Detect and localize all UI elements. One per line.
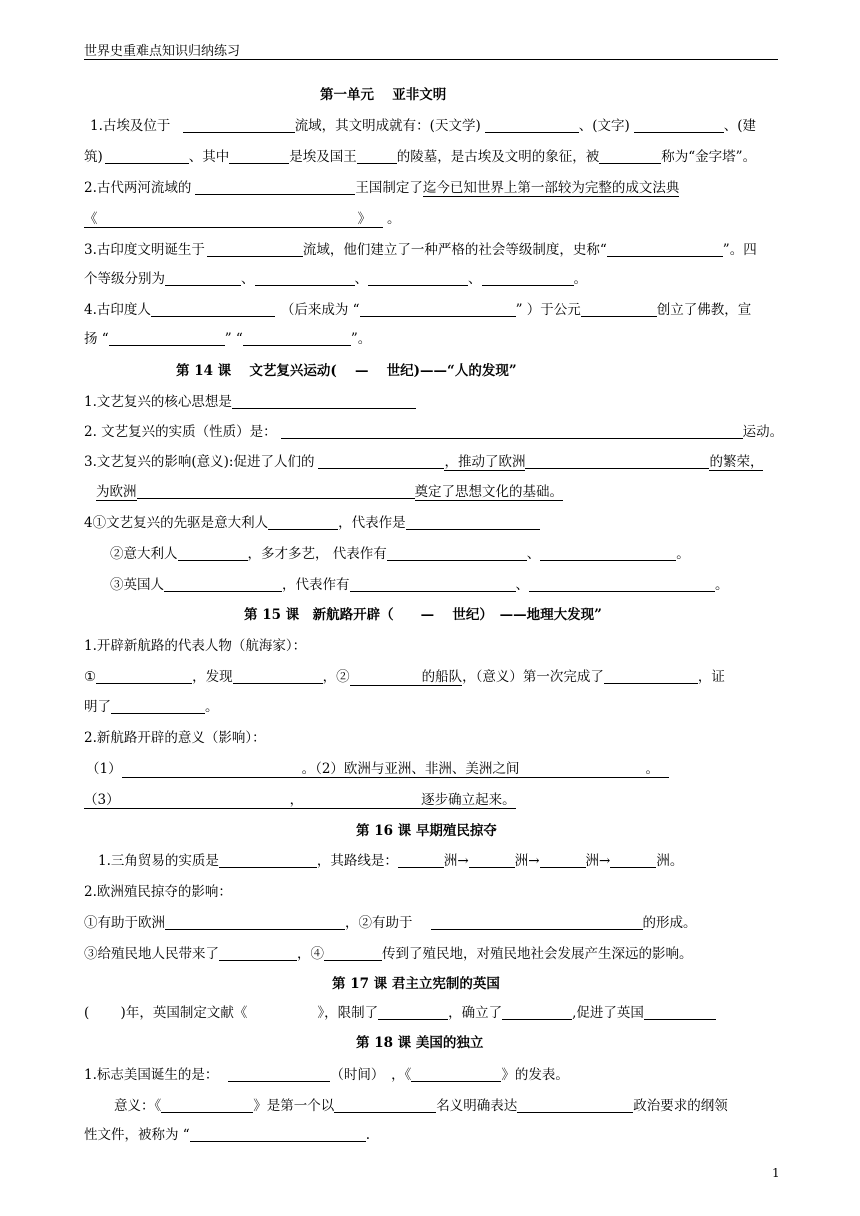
blank[interactable] — [411, 1067, 501, 1082]
blank[interactable] — [357, 149, 397, 164]
blank[interactable] — [431, 915, 643, 930]
text: 、 — [241, 271, 255, 287]
unit1-q2-line2 — [84, 210, 401, 228]
text: 运动。 — [742, 424, 784, 440]
text: （3） — [84, 792, 120, 808]
text: 政治要求的纲领 — [633, 1098, 728, 1114]
text: 传到了殖民地，对殖民地社会发展产生深远的影响。 — [382, 946, 693, 962]
blank[interactable] — [581, 302, 657, 317]
text: 扬 “ — [84, 331, 109, 347]
text: ” “ — [224, 331, 243, 347]
text: ”。 — [350, 331, 372, 347]
blank[interactable] — [485, 118, 579, 133]
text: ，多才多艺， 代表作有 — [247, 546, 387, 562]
underlined-text: 迄今已知世界上第一部较为完整的成文法典 — [422, 180, 680, 196]
lesson14-q4-line1 — [84, 514, 540, 532]
blank[interactable] — [164, 577, 282, 592]
text: 王国制定了 — [355, 180, 423, 196]
blank[interactable] — [151, 302, 275, 317]
lesson14-q3-line1 — [84, 453, 763, 471]
text: 《 — [84, 211, 98, 227]
underlined-blank[interactable] — [122, 761, 669, 778]
text: 1.古埃及位于 — [90, 118, 171, 134]
blank[interactable] — [165, 271, 241, 286]
text: 3.古印度文明诞生于 — [84, 242, 205, 258]
text: ，② — [322, 669, 350, 685]
text: 、 — [526, 546, 541, 562]
underlined-blank[interactable] — [84, 792, 516, 809]
blank[interactable] — [268, 515, 338, 530]
text: 称为“金字塔”。 — [661, 149, 757, 165]
lesson15-q1-line2 — [84, 698, 219, 716]
text: . — [365, 1127, 370, 1143]
text: ，发现 — [192, 669, 233, 685]
text: 洲→ — [585, 853, 611, 869]
blank[interactable] — [207, 242, 303, 257]
blank[interactable] — [360, 302, 516, 317]
text: 创立了佛教，宣 — [656, 302, 752, 318]
blank[interactable] — [540, 853, 586, 868]
lesson14-title: 第 14 课 文艺复兴运动( — 世纪)——“人的发现” — [176, 363, 517, 379]
blank[interactable] — [229, 149, 289, 164]
blank[interactable] — [368, 271, 468, 286]
unit1-q4-line2 — [84, 330, 371, 348]
text: ②意大利人 — [110, 546, 178, 562]
text: 意义：《 — [114, 1098, 162, 1114]
blank[interactable] — [318, 454, 444, 469]
text: ， — [289, 792, 304, 808]
blank[interactable] — [378, 1005, 448, 1020]
unit1-title: 第一单元 亚非文明 — [320, 87, 447, 103]
text: 1.三角贸易的实质是 — [98, 853, 219, 869]
text: 、 — [515, 577, 529, 593]
blank[interactable] — [502, 1005, 572, 1020]
text: （后来成为 “ — [280, 302, 360, 318]
text: 》，限制了 — [317, 1005, 379, 1021]
blank[interactable] — [469, 853, 515, 868]
header-rule — [84, 59, 778, 60]
lesson16-q2-line2 — [84, 945, 693, 963]
lesson14-q1 — [84, 393, 416, 411]
unit1-q4-line1 — [84, 301, 751, 319]
lesson16-q1 — [98, 852, 683, 870]
text: 洲。 — [656, 853, 684, 869]
text: 明了 — [84, 699, 111, 715]
text: 。 — [715, 577, 729, 593]
blank[interactable] — [219, 946, 297, 961]
lesson16-q2-line1 — [84, 914, 697, 932]
blank[interactable] — [96, 669, 192, 684]
blank[interactable] — [644, 1005, 716, 1020]
text: 2.古代两河流域的 — [84, 180, 192, 196]
blank[interactable] — [243, 331, 351, 346]
blank[interactable] — [219, 853, 317, 868]
text: 》的发表。 — [501, 1067, 569, 1083]
text: （时间） ，《 — [330, 1067, 412, 1083]
lesson18-q2-line2 — [84, 1126, 370, 1144]
blank[interactable] — [398, 853, 444, 868]
blank[interactable] — [525, 454, 709, 469]
blank[interactable] — [195, 180, 355, 195]
lesson14-q4-line3 — [110, 576, 729, 594]
text: 。 — [645, 761, 659, 777]
lesson18-title: 第 18 课 美国的独立 — [356, 1035, 484, 1051]
text: 是埃及国王 — [289, 149, 357, 165]
lesson15-q1: 1.开辟新航路的代表人物（航海家）： — [84, 638, 307, 654]
text: ，代表作是 — [338, 515, 406, 531]
text: 、(文字) — [578, 118, 630, 134]
running-header: 世界史重难点知识归纳练习 — [84, 44, 241, 59]
blank[interactable] — [482, 271, 574, 286]
text: ，代表作有 — [282, 577, 350, 593]
lesson16-q2: 2.欧洲殖民掠夺的影响： — [84, 884, 232, 900]
unit1-q1-line2 — [84, 148, 756, 166]
text: 的陵墓，是古埃及文明的象征，被 — [396, 149, 600, 165]
page-number: 1 — [772, 1166, 780, 1180]
text: ，确立了 — [448, 1005, 503, 1021]
text: 。 — [676, 546, 690, 562]
text: 名义明确表达 — [436, 1098, 518, 1114]
text: 》是第一个以 — [253, 1098, 335, 1114]
blank[interactable] — [324, 946, 382, 961]
blank[interactable] — [604, 669, 698, 684]
blank[interactable] — [109, 331, 225, 346]
blank[interactable] — [183, 118, 295, 133]
blank[interactable] — [334, 1098, 436, 1113]
blank[interactable] — [607, 242, 723, 257]
text: 》 — [357, 211, 371, 227]
unit1-q2-line1 — [84, 179, 679, 197]
lesson17-title: 第 17 课 君主立宪制的英国 — [332, 976, 500, 992]
text: ③给殖民地人民带来了 — [84, 946, 219, 962]
unit1-q3-line2 — [84, 270, 587, 288]
text: ，（意义）第一次完成了 — [462, 669, 604, 685]
text: 。 — [205, 699, 219, 715]
blank[interactable] — [232, 394, 416, 409]
text: 、 — [468, 271, 482, 287]
text: ①有助于欧洲 — [84, 915, 165, 931]
blank[interactable] — [111, 699, 205, 714]
lesson18-q2-line1 — [114, 1097, 728, 1115]
text: 3.文艺复兴的影响(意义):促进了人们的 — [84, 454, 315, 470]
blank[interactable] — [105, 149, 189, 164]
text: ( )年，英国制定文献《 — [84, 1005, 248, 1021]
text: 4①文艺复兴的先驱是意大利人 — [84, 515, 269, 531]
blank[interactable] — [165, 915, 345, 930]
lesson15-q2-line1 — [86, 760, 669, 778]
text: ,促进了英国 — [572, 1005, 644, 1021]
text: 洲→ — [443, 853, 469, 869]
blank[interactable] — [529, 577, 715, 592]
text: ③英国人 — [110, 577, 164, 593]
text: ，④ — [297, 946, 324, 962]
text: 2. 文艺复兴的实质（性质）是： — [84, 424, 277, 440]
underlined-text: 的繁荣， — [709, 454, 764, 470]
lesson15-q2-line2 — [84, 791, 516, 809]
text: ，证 — [697, 669, 725, 685]
text: （1） — [86, 761, 122, 777]
text: 、其中 — [188, 149, 230, 165]
text: ” ）于公元 — [515, 302, 581, 318]
lesson14-q3-line2 — [96, 483, 563, 501]
text: 。 — [573, 271, 587, 287]
blank[interactable] — [517, 1098, 633, 1113]
blank[interactable] — [540, 546, 676, 561]
underlined-text: ，推动了欧洲 — [444, 454, 526, 470]
text: 。（2）欧洲与亚洲、非洲、美洲之间 — [301, 761, 520, 777]
blank[interactable] — [610, 853, 656, 868]
text: 1.文艺复兴的核心思想是 — [84, 394, 232, 410]
text: ，其路线是： — [316, 853, 398, 869]
blank[interactable] — [178, 546, 248, 561]
lesson16-title: 第 16 课 早期殖民掠夺 — [356, 823, 497, 839]
text: 流域，他们建立了一种严格的社会等级制度，史称“ — [302, 242, 607, 258]
lesson15-title: 第 15 课 新航路开辟（ — 世纪） ——地理大发现” — [244, 607, 602, 623]
blank[interactable] — [137, 484, 415, 499]
blank[interactable] — [281, 424, 743, 439]
lesson14-q2 — [84, 423, 783, 441]
text: 的船队 — [421, 669, 463, 685]
blank[interactable] — [190, 1127, 366, 1142]
lesson15-q1-line1 — [84, 668, 725, 686]
lesson15-q2: 2.新航路开辟的意义（影响）： — [84, 730, 266, 746]
text: ，②有助于 — [345, 915, 413, 931]
text: ”。四 — [722, 242, 757, 258]
text: 。 — [387, 211, 401, 227]
underlined-bracket — [84, 211, 383, 228]
blank[interactable] — [228, 1067, 330, 1082]
underlined-text: 为欧洲 — [96, 484, 137, 500]
text: 4.古印度人 — [84, 302, 151, 318]
text: 逐步确立起来。 — [421, 792, 516, 808]
underlined-text: 奠定了思想文化的基础。 — [414, 484, 563, 500]
text: 个等级分别为 — [84, 271, 165, 287]
text: 1.标志美国诞生的是： — [84, 1067, 219, 1083]
blank[interactable] — [406, 515, 540, 530]
text: 、 — [354, 271, 368, 287]
blank[interactable] — [599, 149, 661, 164]
lesson14-q4-line2 — [110, 545, 690, 563]
blank[interactable] — [350, 577, 516, 592]
underlined-blank[interactable] — [350, 669, 463, 686]
text: 的形成。 — [642, 915, 697, 931]
text: 洲→ — [514, 853, 540, 869]
lesson18-q1 — [84, 1066, 569, 1084]
blank[interactable] — [255, 271, 355, 286]
blank[interactable] — [233, 669, 323, 684]
text: ① — [84, 669, 97, 685]
lesson17-q1 — [84, 1004, 716, 1022]
text: 、(建 — [723, 118, 757, 134]
blank[interactable] — [387, 546, 527, 561]
unit1-q3-line1 — [84, 241, 757, 259]
blank[interactable] — [161, 1098, 253, 1113]
blank[interactable] — [634, 118, 724, 133]
text: 流域，其文明成就有：(天文学) — [294, 118, 481, 134]
text: 筑) — [84, 149, 103, 165]
unit1-q1-line1 — [90, 117, 756, 135]
text: 性文件，被称为 “ — [84, 1127, 190, 1143]
